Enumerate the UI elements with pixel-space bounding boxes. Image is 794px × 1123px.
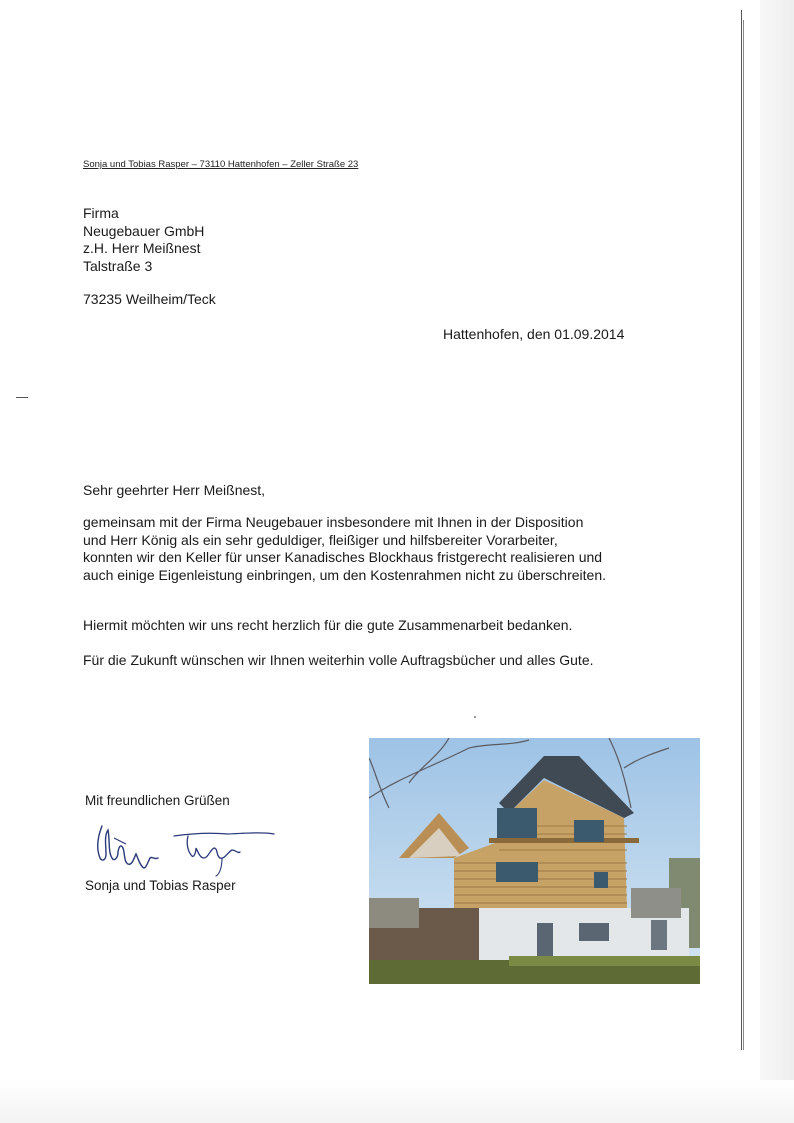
house-photo	[369, 738, 700, 984]
recipient-line-company: Neugebauer GmbH	[83, 222, 205, 239]
page-edge-line	[741, 10, 742, 1050]
fold-mark	[16, 397, 28, 398]
scan-speck	[474, 716, 476, 718]
scan-border-bottom	[0, 1080, 794, 1123]
page-edge-line-inner	[743, 20, 744, 1050]
signer-name: Sonja und Tobias Rasper	[85, 878, 236, 893]
sender-return-address: Sonja und Tobias Rasper – 73110 Hattenhofen – Zeller Straße 23	[83, 159, 359, 170]
body-line: konnten wir den Keller für unser Kanadisches Blockhaus fristgerecht realisieren und	[83, 549, 603, 565]
recipient-line-street: Talstraße 3	[83, 257, 153, 274]
recipient-line-company-type: Firma	[83, 205, 119, 221]
place-and-date: Hattenhofen, den 01.09.2014	[443, 326, 625, 342]
body-line: und Herr König als ein sehr geduldiger, fleißiger und hilfsbereiter Vorarbeiter,	[83, 531, 558, 548]
closing-phrase: Mit freundlichen Grüßen	[85, 793, 230, 808]
wishes-paragraph: Für die Zukunft wünschen wir Ihnen weiterhin volle Auftragsbücher und alles Gute.	[83, 652, 594, 668]
recipient-city: 73235 Weilheim/Teck	[83, 291, 216, 307]
body-line: auch einige Eigenleistung einbringen, um den Kostenrahmen nicht zu überschreiten.	[83, 566, 607, 583]
scan-border-right	[760, 0, 794, 1123]
handwritten-signature	[88, 818, 278, 878]
recipient-line-attention: z.H. Herr Meißnest	[83, 240, 201, 256]
thanks-paragraph: Hiermit möchten wir uns recht herzlich für die gute Zusammenarbeit bedanken.	[83, 617, 573, 633]
salutation: Sehr geehrter Herr Meißnest,	[83, 482, 266, 498]
body-line: gemeinsam mit der Firma Neugebauer insbesondere mit Ihnen in der Disposition	[83, 514, 584, 530]
body-paragraph	[83, 514, 606, 584]
recipient-address	[83, 205, 204, 275]
